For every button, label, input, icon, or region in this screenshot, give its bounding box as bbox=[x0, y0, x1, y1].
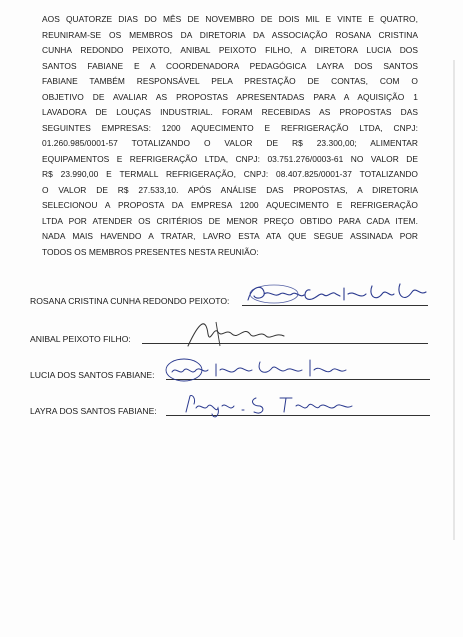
signatory-name: LAYRA DOS SANTOS FABIANE: bbox=[30, 406, 157, 416]
signature-row-layra bbox=[30, 398, 430, 420]
signatory-name: LUCIA DOS SANTOS FABIANE: bbox=[30, 370, 155, 380]
minutes-line: NADA MAIS HAVENDO A TRATAR, LAVRO ESTA ATA QUE SEGUE ASSINADA POR bbox=[42, 231, 418, 241]
minutes-body bbox=[42, 12, 418, 260]
minutes-line: REUNIRAM-SE OS MEMBROS DA DIRETORIA DA ASSOCIAÇÃO ROSANA CRISTINA bbox=[42, 29, 418, 40]
signature-row-rosana bbox=[30, 288, 430, 310]
signature-row-lucia bbox=[30, 362, 430, 384]
minutes-line: O VALOR DE R$ 27.533,10. APÓS ANÁLISE DAS PROPOSTAS, A DIRETORIA bbox=[42, 184, 418, 195]
handwritten-signature bbox=[164, 354, 364, 384]
minutes-line: LTDA POR ATENDER OS CRITÉRIOS DE MENOR PREÇO OBTIDO PARA CADA ITEM. bbox=[42, 215, 418, 226]
minutes-line: EQUIPAMENTOS E REFRIGERAÇÃO LTDA, CNPJ: 03.751.276/0003-61 NO VALOR DE bbox=[42, 153, 418, 164]
minutes-line: OBJETIVO DE AVALIAR AS PROPOSTAS APRESENTADAS PARA A AQUISIÇÃO 1 bbox=[42, 91, 418, 102]
minutes-line: AOS QUATORZE DIAS DO MÊS DE NOVEMBRO DE DOIS MIL E VINTE E QUATRO, bbox=[42, 14, 418, 24]
minutes-line: SANTOS FABIANE E A COORDENADORA PEDAGÓGICA LAYRA DOS SANTOS bbox=[42, 60, 418, 71]
signatory-name: ANIBAL PEIXOTO FILHO: bbox=[30, 334, 131, 344]
minutes-line: 01.260.985/0001-57 TOTALIZANDO O VALOR DE R$ 23.300,00; ALIMENTAR bbox=[42, 138, 418, 148]
minutes-line: SELECIONOU A PROPOSTA DA EMPRESA 1200 AQUECIMENTO E REFRIGERAÇÃO bbox=[42, 200, 418, 210]
minutes-line: FABIANE TAMBÉM RESPONSÁVEL PELA PRESTAÇÃO DE CONTAS, COM O bbox=[42, 76, 418, 86]
minutes-line: R$ 23.990,00 E TERMALL REFRIGERAÇÃO, CNPJ: 08.407.825/0001-37 TOTALIZANDO bbox=[42, 169, 418, 179]
handwritten-signature bbox=[244, 280, 434, 308]
minutes-line: SEGUINTES EMPRESAS: 1200 AQUECIMENTO E REFRIGERAÇÃO LTDA, CNPJ: bbox=[42, 122, 418, 133]
signature-row-anibal bbox=[30, 326, 430, 348]
minutes-line: CUNHA REDONDO PEIXOTO, ANIBAL PEIXOTO FILHO, A DIRETORA LUCIA DOS bbox=[42, 45, 418, 55]
handwritten-signature bbox=[180, 316, 300, 350]
signatory-name: ROSANA CRISTINA CUNHA REDONDO PEIXOTO: bbox=[30, 296, 230, 306]
minutes-line: LAVADORA DE LOUÇAS INDUSTRIAL. FORAM RECEBIDAS AS PROPOSTAS DAS bbox=[42, 107, 418, 117]
scan-edge-mark bbox=[451, 60, 457, 540]
handwritten-signature bbox=[180, 390, 370, 420]
minutes-line: TODOS OS MEMBROS PRESENTES NESTA REUNIÃO: bbox=[42, 246, 259, 257]
